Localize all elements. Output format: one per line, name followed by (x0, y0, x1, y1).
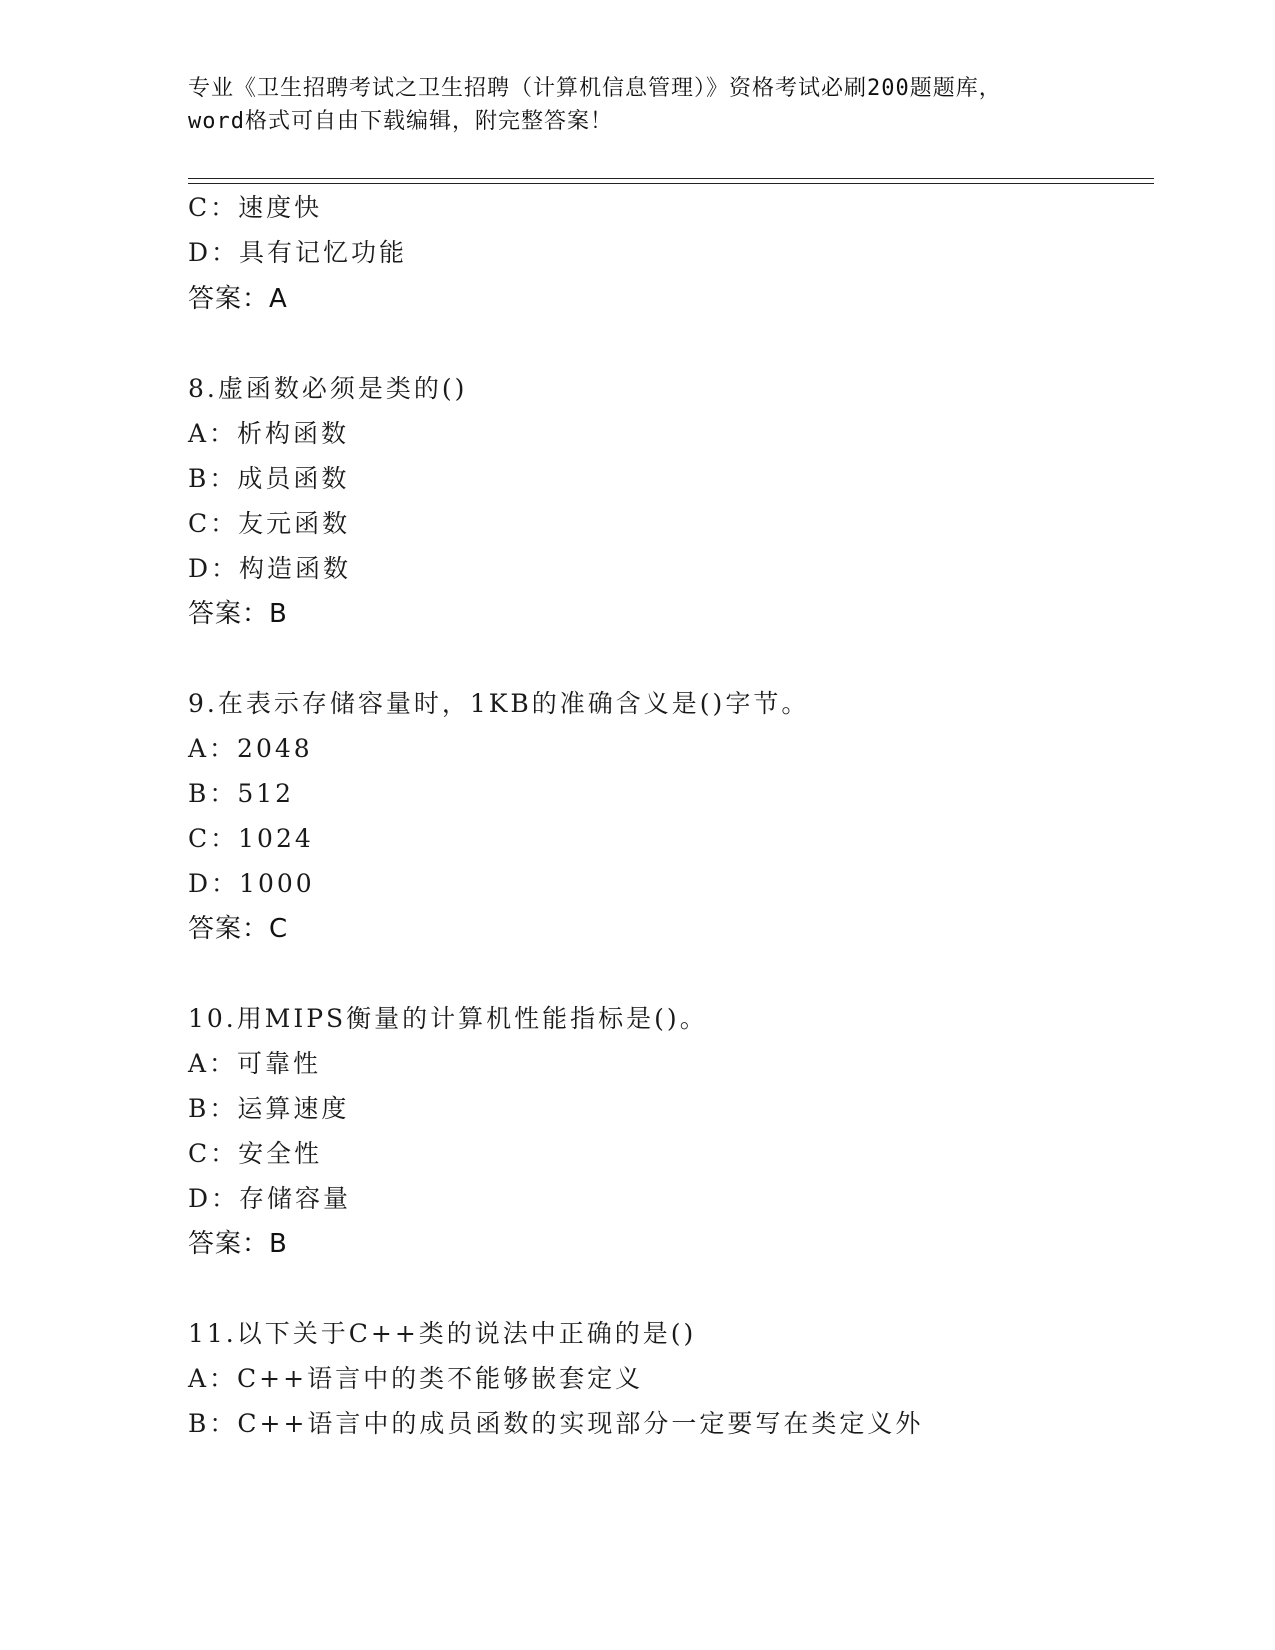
q10-answer: 答案：B (188, 1229, 288, 1259)
header-subtitle-line: word格式可自由下载编辑，附完整答案！ (188, 109, 613, 134)
q8-answer: 答案：B (188, 599, 288, 629)
q7-option-d: D：具有记忆功能 (188, 238, 408, 267)
header-title-line: 专业《卫生招聘考试之卫生招聘（计算机信息管理）》资格考试必刷200题题库， (188, 76, 1002, 101)
q10-question: 10.用MIPS衡量的计算机性能指标是()。 (188, 1004, 708, 1033)
q7-answer: 答案：A (188, 284, 288, 314)
q9-option-c: C：1024 (188, 824, 314, 853)
q10-option-c: C：安全性 (188, 1139, 323, 1168)
q9-answer: 答案：C (188, 914, 289, 944)
header-divider-top (188, 178, 1154, 179)
header-divider-bottom (188, 183, 1154, 184)
q8-option-c: C：友元函数 (188, 509, 351, 538)
q8-option-b: B：成员函数 (188, 464, 350, 493)
q10-option-a: A：可靠性 (188, 1049, 322, 1078)
q11-option-b: B：C++语言中的成员函数的实现部分一定要写在类定义外 (188, 1409, 924, 1438)
q8-option-d: D：构造函数 (188, 554, 352, 583)
q11-question: 11.以下关于C++类的说法中正确的是() (188, 1319, 697, 1348)
q11-option-a: A：C++语言中的类不能够嵌套定义 (188, 1364, 644, 1393)
q9-option-a: A：2048 (188, 734, 313, 763)
q10-option-d: D：存储容量 (188, 1184, 352, 1213)
q9-question: 9.在表示存储容量时，1KB的准确含义是()字节。 (188, 689, 810, 718)
q9-option-b: B：512 (188, 779, 295, 808)
q10-option-b: B：运算速度 (188, 1094, 350, 1123)
q8-question: 8.虚函数必须是类的() (188, 374, 468, 403)
document-header (188, 72, 1088, 138)
q7-option-c: C：速度快 (188, 193, 323, 222)
q9-option-d: D：1000 (188, 869, 315, 898)
q8-option-a: A：析构函数 (188, 419, 350, 448)
